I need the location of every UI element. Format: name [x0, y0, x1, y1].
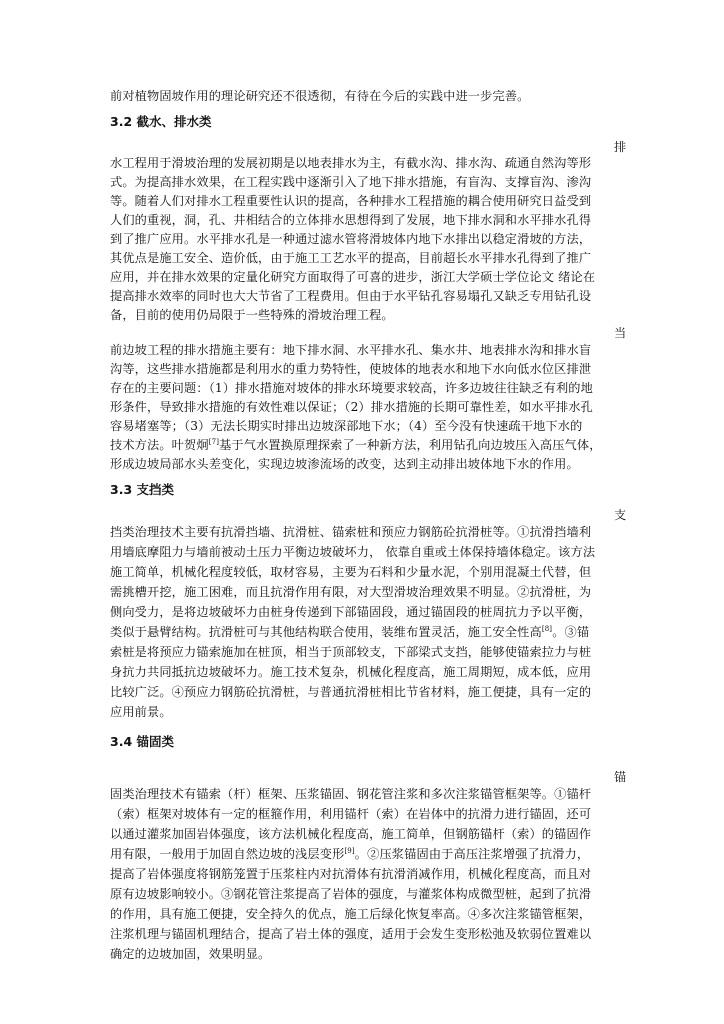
text-line: 提高排水效率的同时也大大节省了工程费用。但由于水平钻孔容易塌孔又缺乏专用钻孔设	[110, 289, 592, 303]
text-line: 以通过灌浆加固岩体强度，该方法机械化程度高，施工简单，但钢筋锚杆（索）的锚固作	[110, 827, 592, 841]
para-lead-char: 锚	[614, 770, 627, 784]
text-line: 人们的重视，洞，孔、井相结合的立体排水思想得到了发展，地下排水洞和水平排水孔得	[110, 213, 592, 227]
para-lead-char: 当	[614, 326, 627, 340]
section-heading-3-2: 3.2 截水、排水类	[110, 114, 212, 129]
citation-ref: [9]	[344, 846, 355, 855]
text-run: 。②压浆锚固由于高压注浆增强了抗滑力，	[354, 847, 590, 861]
text-line: 索桩是将预应力锚索施加在桩顶，相当于顶部较支，下部梁式支挡，能够使锚索拉力与桩	[110, 645, 592, 659]
text-line: 的作用，具有施工便捷，安全持久的优点，施工后绿化恢复率高。④多次注浆锚管框架，	[110, 907, 592, 921]
text-run: 技术方法。叶贺炯	[110, 438, 209, 452]
text-line: 形成边坡局部水头差变化，实现边坡渗流场的改变，达到主动排出坡体地下水的作用。	[110, 457, 579, 471]
text-line: 挡类治理技术主要有抗滑挡墙、抗滑桩、锚索桩和预应力钢筋砼抗滑桩等。①抗滑挡墙利	[110, 525, 592, 539]
text-line: 水工程用于滑坡治理的发展初期是以地表排水为主，有截水沟、排水沟、疏通自然沟等形	[110, 156, 592, 170]
text-line	[110, 846, 630, 862]
text-line: 存在的主要问题：（1）排水措施对坡体的排水环境要求较高，许多边坡往往缺乏有利的地	[110, 381, 593, 395]
text-line	[110, 437, 630, 453]
citation-ref: [8]	[541, 624, 553, 633]
text-line: 容易堵塞等；（3）无法长期实时排出边坡深部地下水；（4）至今没有快速疏干地下水的	[110, 419, 583, 433]
text-line: 固类治理技术有锚索（杆）框架、压浆锚固、钢花管注浆和多次注浆锚管框架等。①锚杆	[110, 787, 592, 801]
text-line: 提高了岩体强度将钢筋笼置于压浆柱内对抗滑体有抗滑消减作用，机械化程度高，而且对	[110, 867, 592, 881]
text-run: 。③锚	[552, 625, 590, 639]
text-line: 前边坡工程的排水措施主要有：地下排水洞、水平排水孔、集水井、地表排水沟和排水盲	[110, 343, 592, 357]
text-line	[110, 624, 630, 640]
text-line: 形条件，导致排水措施的有效性难以保证；（2）排水措施的长期可靠性差，如水平排水孔	[110, 400, 593, 414]
text-line: 比较广泛。④预应力钢筋砼抗滑桩，与普通抗滑桩相比节省材料，施工便捷，具有一定的	[110, 685, 592, 699]
section-heading-3-3: 3.3 支挡类	[110, 482, 174, 497]
para-lead-char: 排	[614, 140, 627, 154]
text-line: 施工简单，机械化程度较低，取材容易，主要为石料和少量水泥，个别用混凝土代替，但	[110, 565, 592, 579]
text-run: 类似于悬臂结构。抗滑桩可与其他结构联合使用，装维布置灵活，施工安全性高	[110, 625, 542, 639]
text-line: 身抗力共同抵抗边坡破坏力。施工技术复杂，机械化程度高，施工周期短，成本低，应用	[110, 665, 592, 679]
para-lead-char: 支	[614, 508, 627, 522]
text-line: 式。为提高排水效果，在工程实践中逐渐引入了地下排水措施，有盲沟、支撑盲沟、渗沟	[110, 175, 592, 189]
text-line: 原有边坡影响较小。③钢花管注浆提高了岩体的强度，与灌浆体构成微型桩，起到了抗滑	[110, 887, 592, 901]
text-line: 应用，并在排水效果的定量化研究方面取得了可喜的进步，浙江大学硕士学位论文 绪论在	[110, 270, 596, 284]
text-line: 沟等，这些排水措施都是利用水的重力势特性，使坡体的地表水和地下水向低水位区排泄	[110, 362, 592, 376]
text-line: 用墙底摩阻力与墙前被动土压力平衡边坡破坏力， 依靠自重或土体保持墙体稳定。该方法	[110, 545, 596, 559]
text-run: 用有限，一般用于加固自然边坡的浅层变形	[110, 847, 345, 861]
text-line: 到了推广应用。水平排水孔是一种通过滤水管将滑坡体内地下水排出以稳定滑坡的方法，	[110, 232, 592, 246]
text-run: 基于气水置换原理探索了一种新方法，利用钻孔向边坡压入高压气体，	[219, 438, 602, 452]
text-line: 确定的边坡加固，效果明显。	[110, 947, 271, 961]
text-line: 其优点是施工安全、造价低，由于施工工艺水平的提高，目前超长水平排水孔得到了推广	[110, 251, 592, 265]
text-line: 等。随着人们对排水工程重要性认识的提高，各种排水工程措施的耦合使用研究日益受到	[110, 194, 592, 208]
text-line: 应用前景。	[110, 705, 172, 719]
text-line: （索）框架对坡体有一定的框箍作用，利用锚杆（索）在岩体中的抗滑力进行锚固，还可	[110, 807, 592, 821]
text-line: 注浆机理与锚固机理结合，提高了岩土体的强度，适用于会发生变形松弛及软弱位置难以	[110, 927, 592, 941]
text-line: 备，目前的使用仍局限于一些特殊的滑坡治理工程。	[110, 308, 394, 322]
text-line: 侧向受力，是将边坡破坏力由桩身传递到下部锚固段，通过锚固段的桩周抗力予以平衡，	[110, 605, 592, 619]
section-heading-3-4: 3.4 锚固类	[110, 734, 174, 749]
intro-line: 前对植物固坡作用的理论研究还不很透彻，有待在今后的实践中进一步完善。	[110, 89, 530, 103]
citation-ref: [7]	[208, 437, 220, 446]
text-line: 需挑槽开挖，施工困难，而且抗滑作用有限，对大型滑坡治理效果不明显。②抗滑桩，为	[110, 585, 592, 599]
